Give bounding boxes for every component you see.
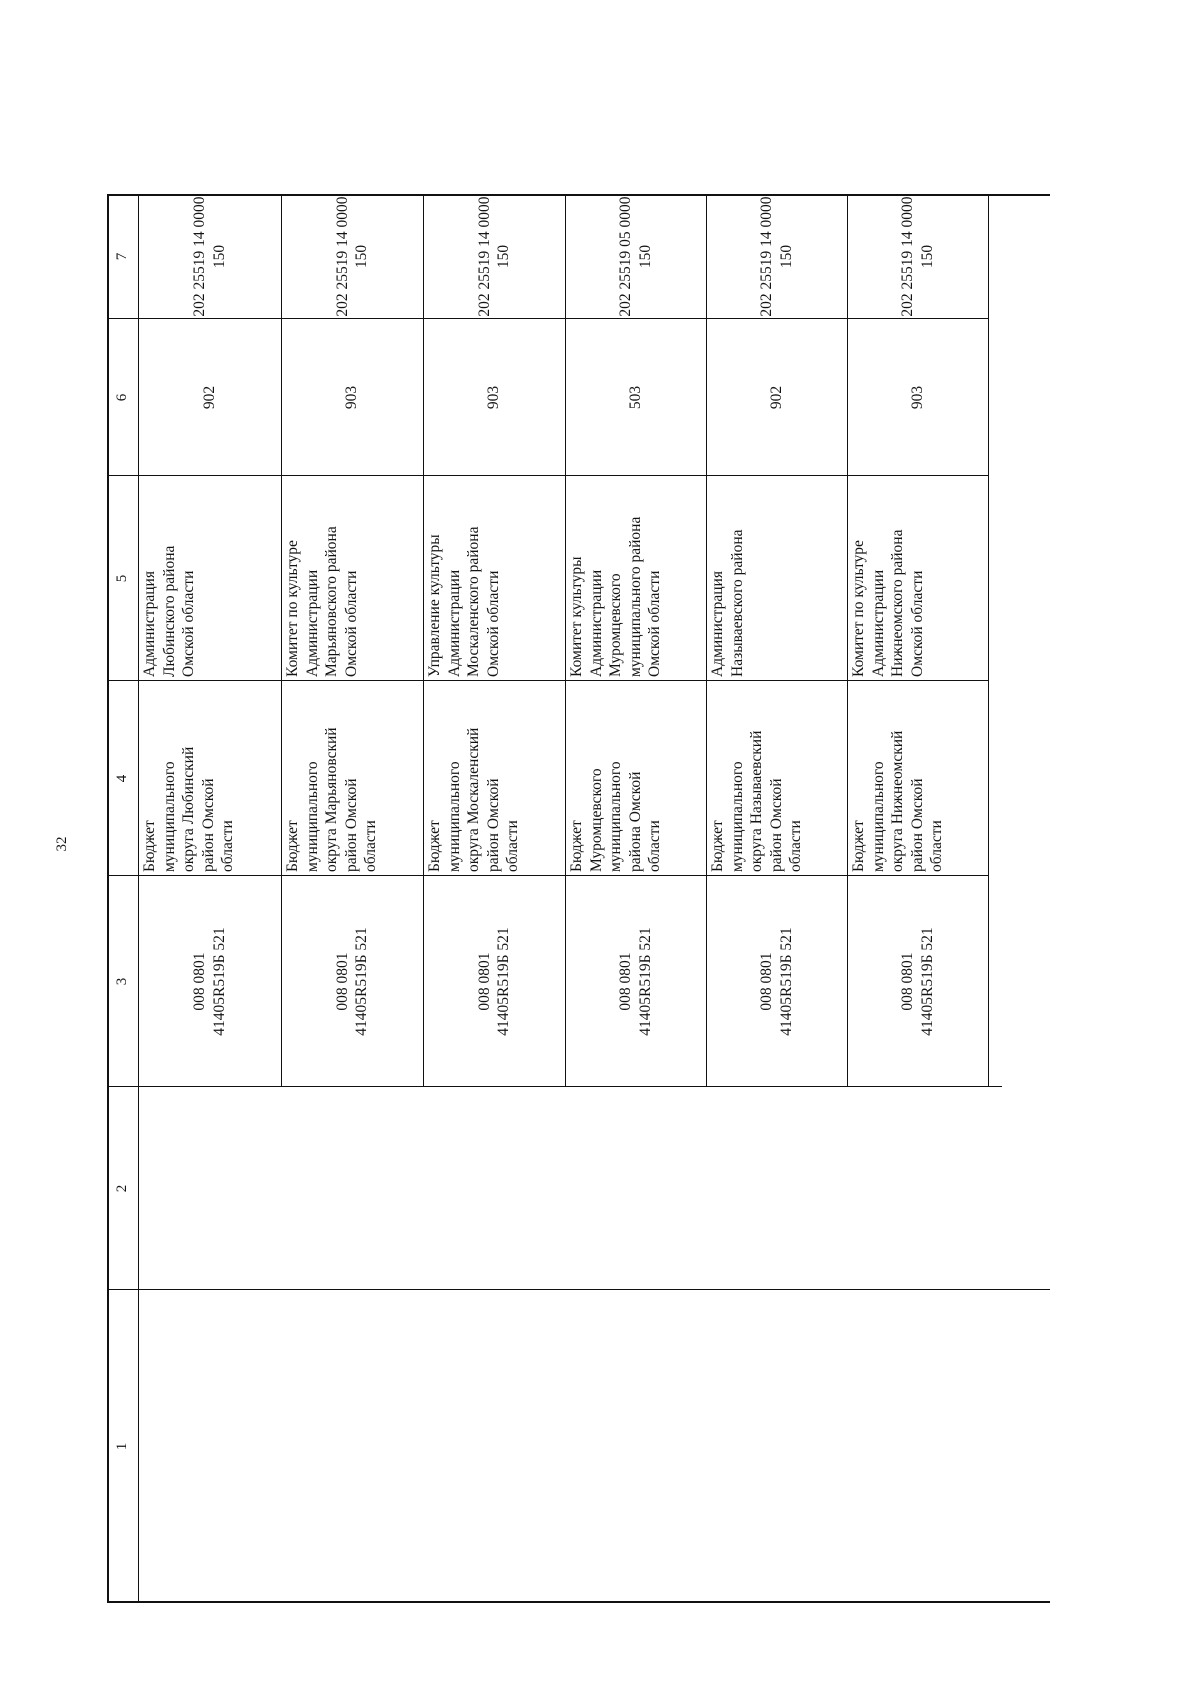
cell-budget-name <box>847 681 988 876</box>
budget-code-line: 41405R519Б 521 <box>777 927 795 1036</box>
cell-budget-code <box>565 876 706 1087</box>
budget-name-line: Муромцевского <box>587 768 605 872</box>
administrator-line: Администрация <box>709 571 726 677</box>
budget-name-line: области <box>646 820 663 872</box>
administrator-line: Омской области <box>908 570 926 677</box>
budget-name-line: Бюджет <box>850 820 867 872</box>
administrator-line: Называевского района <box>728 529 746 677</box>
cell-admin-code: 902 <box>200 385 218 410</box>
budget-name-line: области <box>787 820 804 872</box>
budget-name-line: район Омской <box>199 778 217 872</box>
budget-name-line: района Омской <box>626 771 644 872</box>
budget-code-line: 41405R519Б 521 <box>495 927 512 1036</box>
budget-name-line: муниципального <box>607 761 624 872</box>
cell-budget-code <box>847 876 988 1087</box>
budget-name-line: Бюджет <box>568 820 585 872</box>
header-col-6: 6 <box>114 393 130 402</box>
budget-name-line: округа Любинский <box>180 746 197 872</box>
cell-administrator <box>281 476 423 681</box>
cell-administrator <box>565 476 706 681</box>
cell-revenue-code: 202 25519 14 0000 150 <box>191 196 228 317</box>
cell-revenue-code: 202 25519 14 0000 150 <box>758 196 795 317</box>
header-col-1: 1 <box>114 1442 130 1451</box>
budget-name-line: Бюджет <box>426 820 443 872</box>
administrator-line: Муромцевского <box>607 573 624 677</box>
administrator-line: Администрации <box>445 569 463 677</box>
cell-revenue-code: 202 25519 05 0000 150 <box>617 196 654 317</box>
cell-revenue-code: 202 25519 14 0000 150 <box>333 196 370 317</box>
cell-budget-code <box>423 876 565 1087</box>
budget-name-line: муниципального <box>160 761 178 872</box>
budget-code-line: 41405R519Б 521 <box>636 927 654 1036</box>
cell-administrator <box>706 476 847 681</box>
cell-admin-code: 903 <box>908 385 926 410</box>
budget-name-line: Бюджет <box>141 820 158 872</box>
budget-name-line: области <box>219 820 236 872</box>
administrator-line: Администрации <box>869 569 887 677</box>
cell-budget-name <box>138 681 281 876</box>
administrator-line: муниципального района <box>626 516 644 677</box>
budget-name-line: муниципального <box>869 761 887 872</box>
budget-name-line: район Омской <box>908 778 926 872</box>
budget-name-line: Бюджет <box>284 820 301 872</box>
cell-budget-code <box>706 876 847 1087</box>
table-row <box>706 194 847 1603</box>
administrator-line: Омской области <box>180 570 197 677</box>
budget-code-line: 41405R519Б 521 <box>353 927 370 1036</box>
budget-code-line: 008 0801 <box>617 952 634 1011</box>
budget-code-line: 008 0801 <box>758 952 775 1011</box>
budget-name-line: округа Марьяновский <box>323 727 340 872</box>
administrator-line: Омской области <box>484 570 502 677</box>
budget-name-line: области <box>504 820 521 872</box>
administrator-line: Нижнеомского района <box>889 529 906 677</box>
cell-admin-code: 902 <box>767 385 785 410</box>
table-row <box>423 194 565 1603</box>
header-col-4: 4 <box>114 774 130 783</box>
budget-name-line: области <box>362 820 379 872</box>
administrator-line: Комитет культуры <box>568 556 585 677</box>
cell-admin-code: 503 <box>626 385 644 410</box>
table-row <box>565 194 706 1603</box>
cell-administrator <box>138 476 281 681</box>
cell-budget-name <box>281 681 423 876</box>
table-row <box>138 194 281 1603</box>
header-col-2: 2 <box>114 1184 130 1193</box>
budget-name-line: округа Нижнеомский <box>889 730 906 872</box>
budget-name-line: округа Москаленский <box>465 727 482 872</box>
header-col-3: 3 <box>114 977 130 986</box>
administrator-line: Администрация <box>141 571 158 677</box>
administrator-line: Марьяновского района <box>323 526 340 677</box>
table-row <box>847 194 988 1603</box>
cell-admin-code: 903 <box>343 385 361 410</box>
budget-name-line: муниципального <box>303 761 321 872</box>
budget-code-line: 41405R519Б 521 <box>210 927 228 1036</box>
cell-administrator <box>847 476 988 681</box>
budget-name-line: муниципального <box>728 761 746 872</box>
budget-code-line: 41405R519Б 521 <box>918 927 936 1036</box>
budget-code-line: 008 0801 <box>899 952 916 1011</box>
budget-code-line: 008 0801 <box>191 952 208 1011</box>
cell-revenue-code: 202 25519 14 0000 150 <box>475 196 512 317</box>
administrator-line: Омской области <box>342 570 360 677</box>
cell-administrator <box>423 476 565 681</box>
cell-budget-name <box>706 681 847 876</box>
administrator-line: Комитет по культуре <box>850 540 867 677</box>
header-col-5: 5 <box>114 574 130 583</box>
budget-name-line: район Омской <box>342 778 360 872</box>
administrator-line: Администрации <box>587 569 605 677</box>
header-col-7: 7 <box>114 252 130 261</box>
cell-budget-name <box>565 681 706 876</box>
budget-name-line: район Омской <box>484 778 502 872</box>
cell-budget-name <box>423 681 565 876</box>
table-row <box>281 194 423 1603</box>
budget-code-line: 008 0801 <box>475 952 493 1011</box>
administrator-line: Администрации <box>303 569 321 677</box>
budget-name-line: муниципального <box>445 761 463 872</box>
budget-name-line: район Омской <box>767 778 785 872</box>
administrator-line: Комитет по культуре <box>284 540 301 677</box>
administrator-line: Омской области <box>646 570 663 677</box>
cell-budget-code <box>281 876 423 1087</box>
cell-revenue-code: 202 25519 14 0000 150 <box>899 196 936 317</box>
administrator-line: Любинского района <box>160 545 178 677</box>
cell-budget-code <box>138 876 281 1087</box>
page-number: 32 <box>54 836 70 852</box>
budget-name-line: области <box>928 820 945 872</box>
administrator-line: Москаленского района <box>465 526 482 677</box>
budget-name-line: Бюджет <box>709 820 726 872</box>
budget-code-line: 008 0801 <box>333 952 351 1011</box>
row-divider-6 <box>988 194 989 1087</box>
budget-table <box>107 194 1050 1603</box>
budget-name-line: округа Называевский <box>748 730 765 872</box>
administrator-line: Управление культуры <box>426 534 443 677</box>
table-border-top <box>107 194 109 1603</box>
cell-admin-code: 903 <box>485 385 503 410</box>
